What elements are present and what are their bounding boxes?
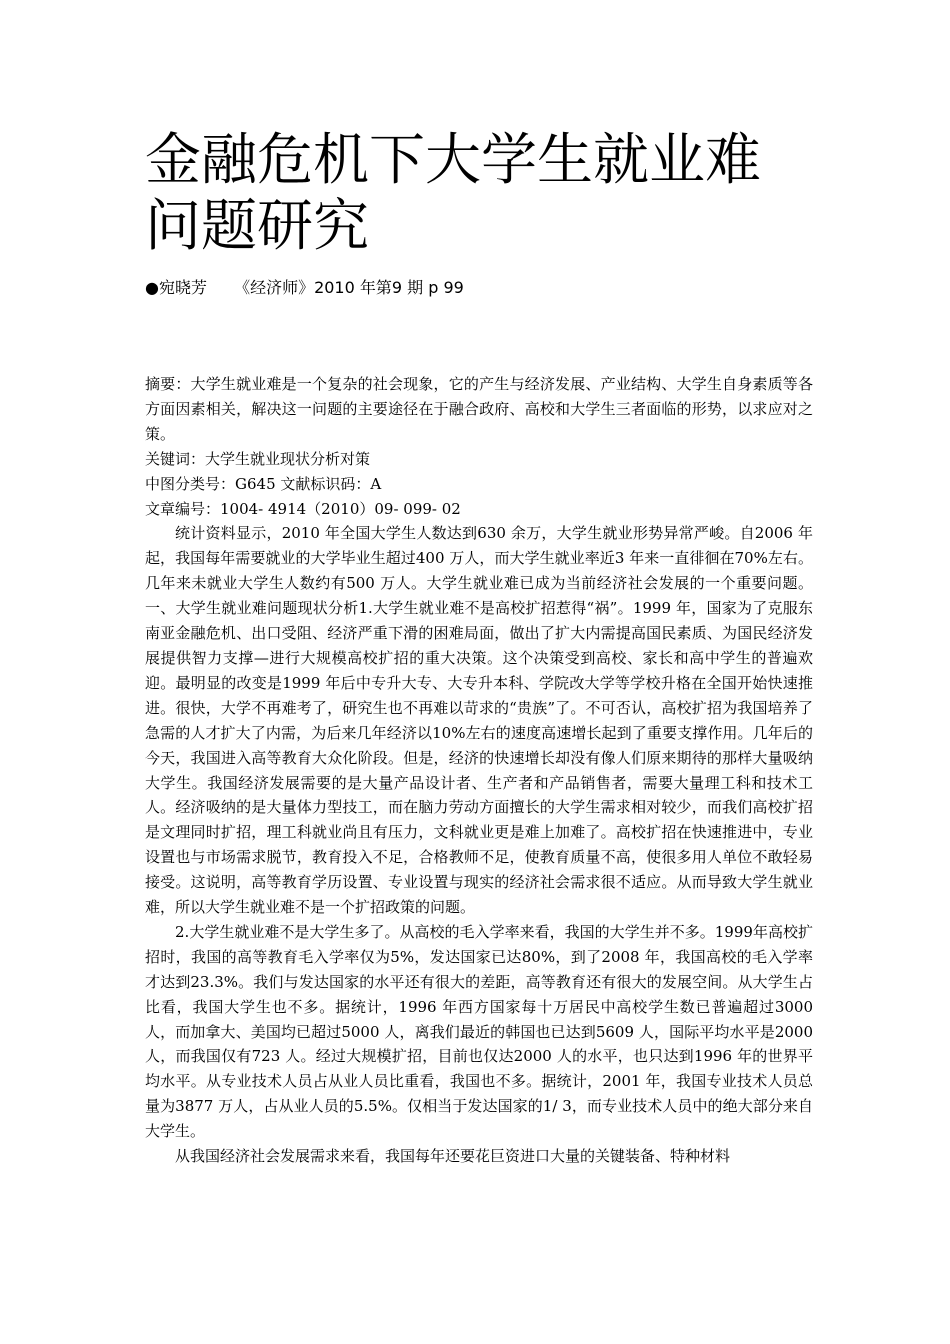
abstract: 摘要：大学生就业难是一个复杂的社会现象，它的产生与经济发展、产业结构、大学生自身素质等各方面因素相关，解决这一问题的主要途径在于融合政府、高校和大学生三者面临的形势，以求应对之策。 bbox=[145, 375, 813, 443]
article-title: 金融危机下大学生就业难问题研究 bbox=[145, 128, 761, 259]
journal-source: 《经济师》2010 年第9 期 p 99 bbox=[234, 278, 464, 297]
article-number: 文章编号：1004- 4914（2010）09- 099- 02 bbox=[145, 499, 461, 518]
body-paragraph: 从我国经济社会发展需求来看，我国每年还要花巨资进口大量的关键装备、特种材料 bbox=[175, 1147, 731, 1166]
byline bbox=[145, 277, 813, 299]
body-paragraph: 统计资料显示，2010 年全国大学生人数达到630 余万，大学生就业形势异常严峻。自2006 年起，我国每年需要就业的大学毕业生超过400 万人，而大学生就业率近3 年来一直徘徊在70%左右。几年来未就业大学生人数约有500 万人。大学生就业难已成为当前经济社会发展的一个重要问题。一、大学生就业难问题现状分析1.大学生就业难不是高校扩招惹得“祸”。1999 年，国家为了克服东南亚金融危机、出口受阻、经济严重下滑的困难局面，做出了扩大内需提高国民素质、为国民经济发展提供智力支撑—进行大规模高校扩招的重大决策。这个决策受到高校、家长和高中学生的普遍欢迎。最明显的改变是1999 年后中专升大专、大专升本科、学院改大学等学校升格在全国开始快速推进。很快，大学不再难考了，研究生也不再难以苛求的“贵族”了。不可否认，高校扩招为我国培养了急需的人才扩大了内需，为后来几年经济以10%左右的速度高速增长起到了重要支撑作用。几年后的今天，我国进入高等教育大众化阶段。但是，经济的快速增长却没有像人们原来期待的那样大量吸纳大学生。我国经济发展需要的是大量产品设计者、生产者和产品销售者，需要大量理工科和技术工人。经济吸纳的是大量体力型技工，而在脑力劳动方面擅长的大学生需求相对较少，而我们高校扩招是文理同时扩招，理工科就业尚且有压力，文科就业更是难上加难了。高校扩招在快速推进中，专业设置也与市场需求脱节，教育投入不足，合格教师不足，使教育质量不高，使很多用人单位不敢轻易接受。这说明，高等教育学历设置、专业设置与现实的经济社会需求很不适应。从而导致大学生就业难，所以大学生就业难不是一个扩招政策的问题。 bbox=[145, 524, 813, 917]
article-body bbox=[145, 372, 813, 1169]
author-name: ●宛晓芳 bbox=[145, 278, 207, 297]
body-paragraph: 2.大学生就业难不是大学生多了。从高校的毛入学率来看，我国的大学生并不多。1999年高校扩招时，我国的高等教育毛入学率仅为5%，发达国家已达80%，到了2008 年，我国高校的毛入学率才达到23.3%。我们与发达国家的水平还有很大的差距，高等教育还有很大的发展空间。从大学生占比看，我国大学生也不多。据统计，1996 年西方国家每十万居民中高校学生数已普遍超过3000 人，而加拿大、美国均已超过5000 人，离我们最近的韩国也已达到5609 人，国际平均水平是2000 人，而我国仅有723 人。经过大规模扩招，目前也仅达2000 人的水平，也只达到1996 年的世界平均水平。从专业技术人员占从业人员比重看，我国也不多。据统计，2001 年，我国专业技术人员总量为3877 万人，占从业人员的5.5%。仅相当于发达国家的1/ 3，而专业技术人员中的绝大部分来自大学生。 bbox=[145, 922, 813, 1141]
keywords: 关键词：大学生就业现状分析对策 bbox=[145, 449, 371, 468]
classification-number: 中图分类号：G645 文献标识码：A bbox=[145, 474, 382, 493]
